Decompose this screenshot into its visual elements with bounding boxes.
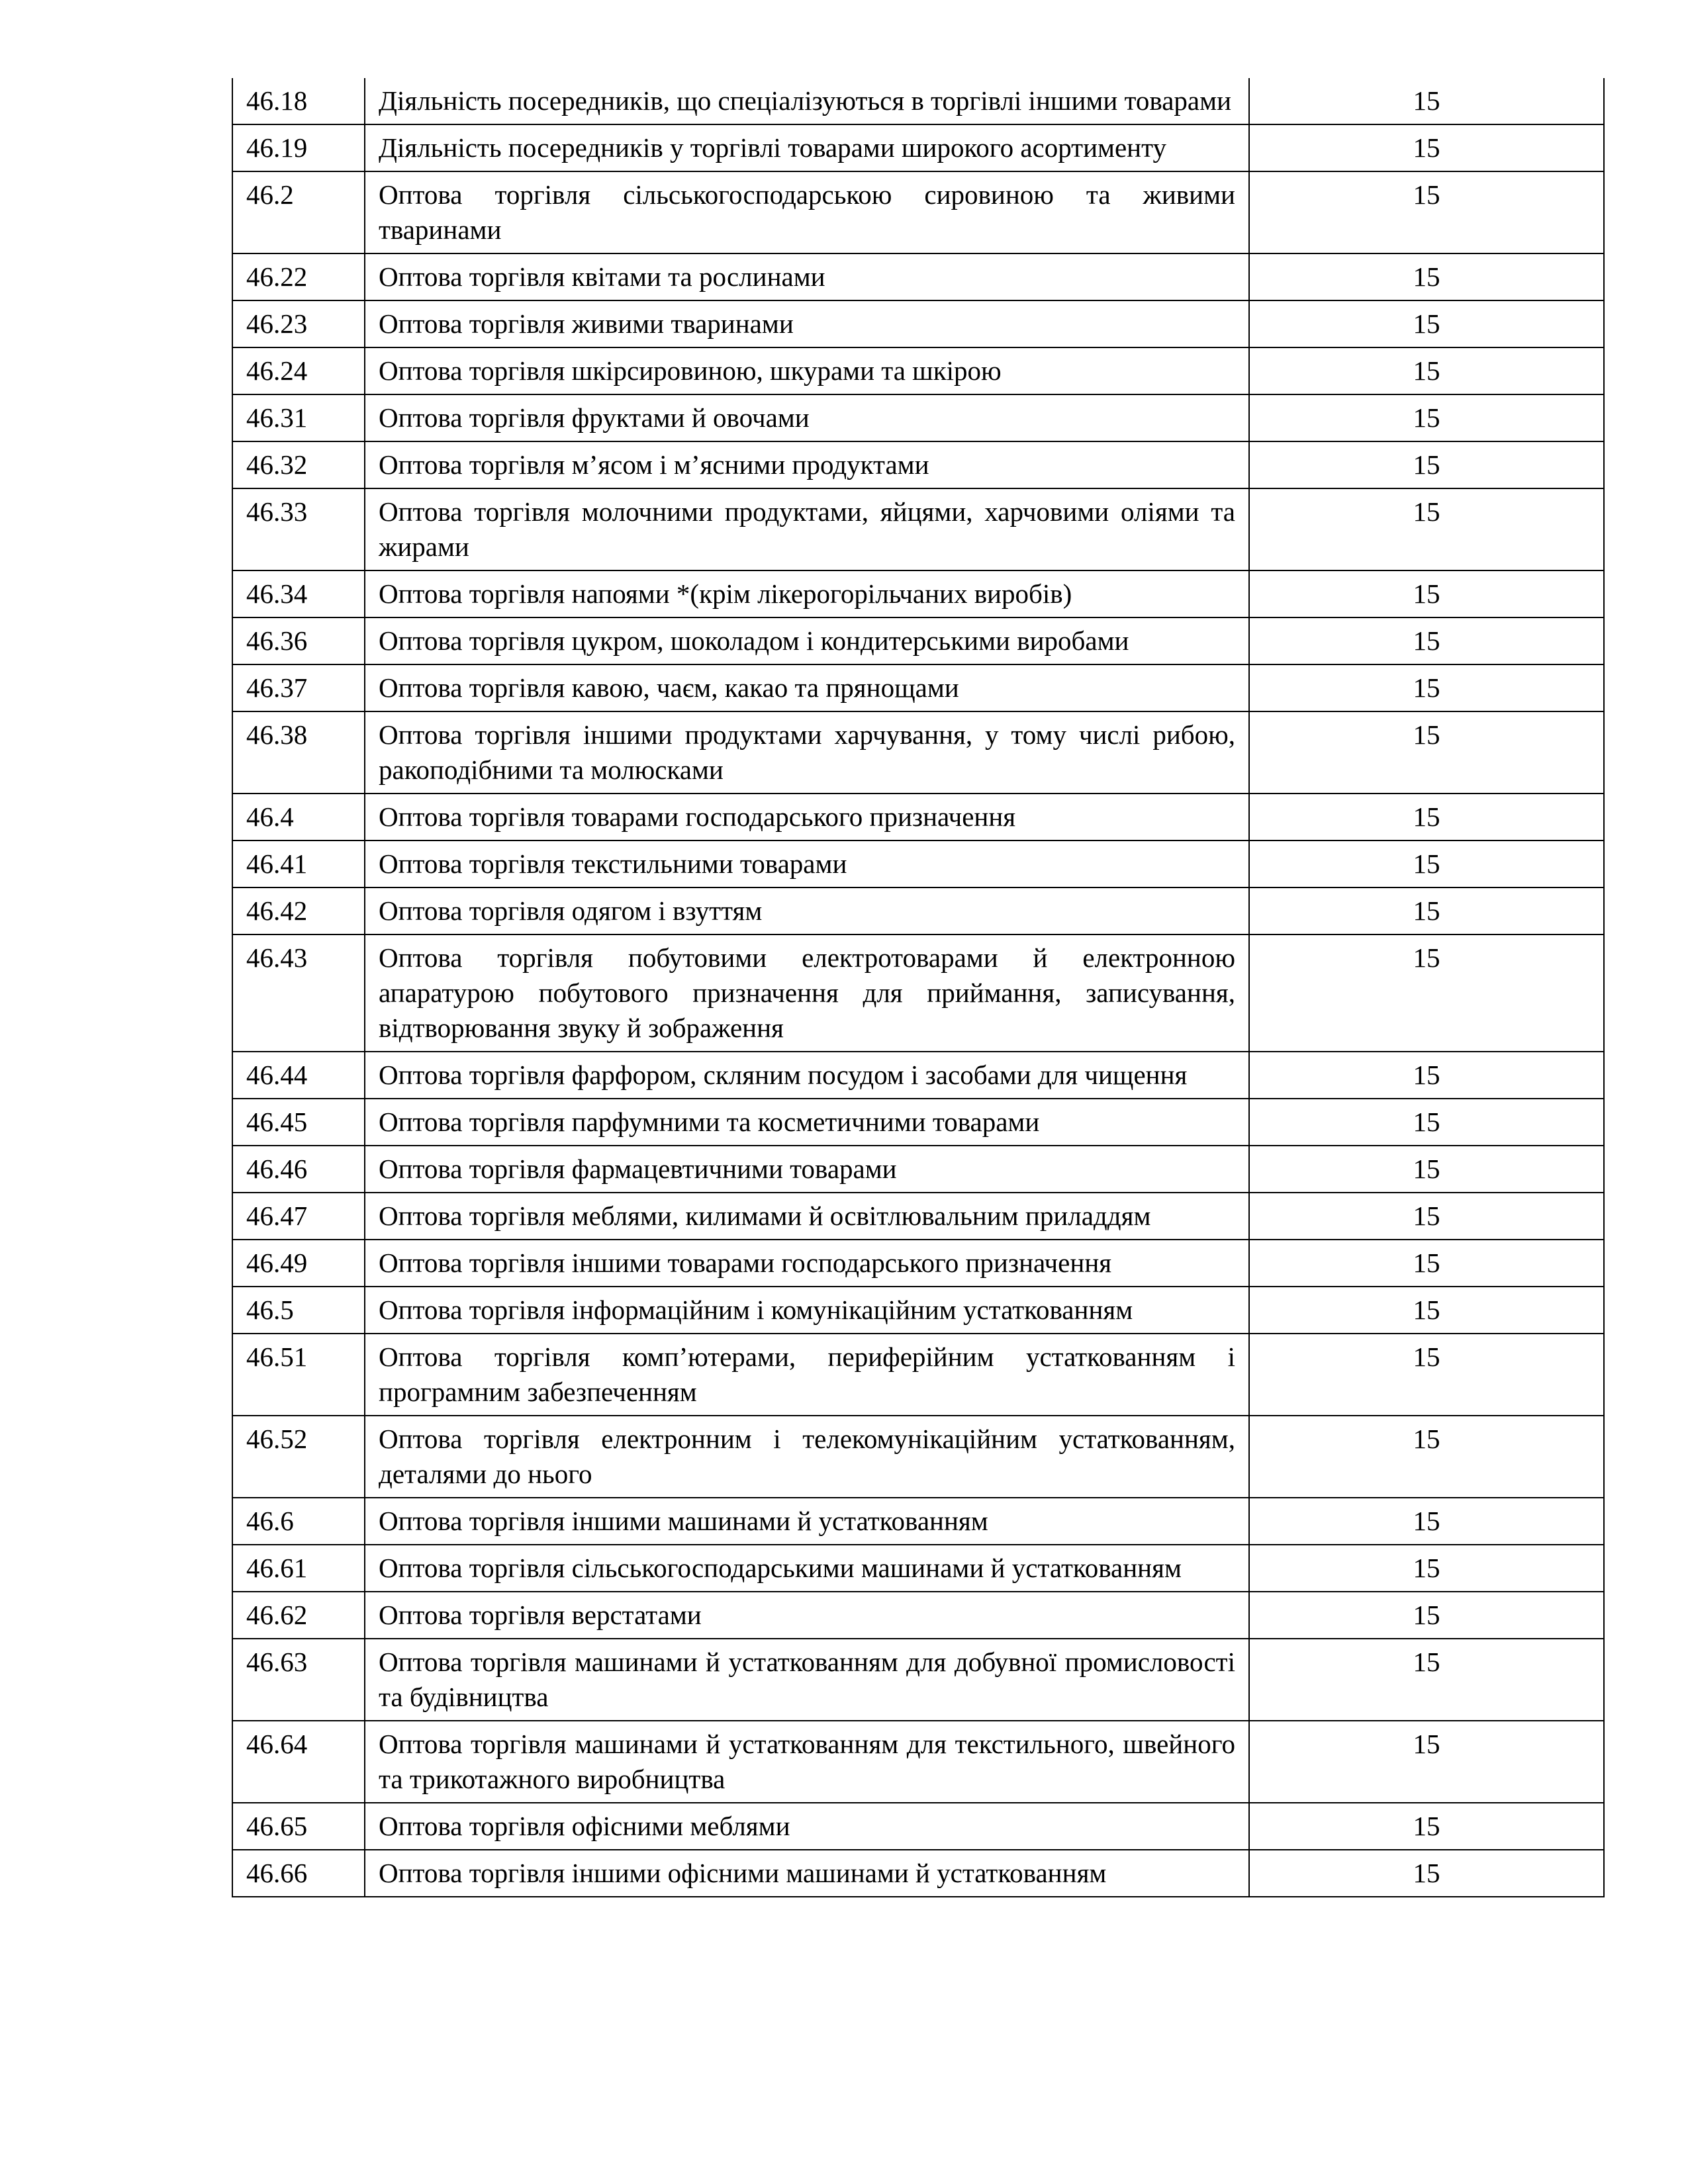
table-row: [232, 1052, 1604, 1099]
activity-code-cell: 46.32: [232, 441, 365, 488]
activity-code-cell: 46.45: [232, 1099, 365, 1146]
activity-code-cell: 46.18: [232, 78, 365, 124]
table-row: [232, 1721, 1604, 1803]
activity-code-cell: 46.65: [232, 1803, 365, 1850]
table-row: [232, 394, 1604, 441]
table-row: [232, 887, 1604, 934]
activity-name-cell: Оптова торгівля м’ясом і м’ясними продуктами: [365, 441, 1249, 488]
rate-cell: 15: [1249, 1639, 1604, 1721]
table-row: [232, 1850, 1604, 1897]
rate-cell: 15: [1249, 1592, 1604, 1639]
table-row: [232, 347, 1604, 394]
activity-name-cell: Оптова торгівля офісними меблями: [365, 1803, 1249, 1850]
rate-cell: 15: [1249, 171, 1604, 253]
rate-cell: 15: [1249, 300, 1604, 347]
activity-name-cell: Оптова торгівля цукром, шоколадом і кондитерськими виробами: [365, 617, 1249, 664]
activity-name-cell: Діяльність посередників у торгівлі товарами широкого асортименту: [365, 124, 1249, 171]
table-row: [232, 1334, 1604, 1416]
rate-cell: 15: [1249, 1498, 1604, 1545]
activity-code-cell: 46.37: [232, 664, 365, 711]
activity-code-cell: 46.51: [232, 1334, 365, 1416]
activity-name-cell: Оптова торгівля фруктами й овочами: [365, 394, 1249, 441]
rate-cell: 15: [1249, 1334, 1604, 1416]
activity-code-cell: 46.42: [232, 887, 365, 934]
rate-cell: 15: [1249, 664, 1604, 711]
rate-cell: 15: [1249, 1803, 1604, 1850]
table-row: [232, 300, 1604, 347]
rate-cell: 15: [1249, 1193, 1604, 1240]
table-row: [232, 1498, 1604, 1545]
rate-cell: 15: [1249, 887, 1604, 934]
activity-name-cell: Оптова торгівля машинами й устаткованням для добувної промисловості та будівництва: [365, 1639, 1249, 1721]
activity-name-cell: Оптова торгівля іншими офісними машинами й устаткованням: [365, 1850, 1249, 1897]
table-row: [232, 1193, 1604, 1240]
rate-cell: 15: [1249, 1850, 1604, 1897]
rate-cell: 15: [1249, 617, 1604, 664]
table-row: [232, 934, 1604, 1052]
table-row: [232, 441, 1604, 488]
activity-name-cell: Оптова торгівля квітами та рослинами: [365, 253, 1249, 300]
table-row: [232, 664, 1604, 711]
activity-code-cell: 46.4: [232, 794, 365, 841]
activity-code-cell: 46.23: [232, 300, 365, 347]
rate-cell: 15: [1249, 1240, 1604, 1287]
activity-code-cell: 46.47: [232, 1193, 365, 1240]
activity-code-cell: 46.64: [232, 1721, 365, 1803]
activity-name-cell: Оптова торгівля фармацевтичними товарами: [365, 1146, 1249, 1193]
table-row: [232, 253, 1604, 300]
activity-code-cell: 46.33: [232, 488, 365, 570]
table-row: [232, 1416, 1604, 1498]
table-body: [232, 78, 1604, 1897]
activity-code-cell: 46.22: [232, 253, 365, 300]
activity-code-cell: 46.6: [232, 1498, 365, 1545]
activity-name-cell: Оптова торгівля шкірсировиною, шкурами та шкірою: [365, 347, 1249, 394]
table-row: [232, 841, 1604, 887]
table-row: [232, 1099, 1604, 1146]
rate-cell: 15: [1249, 1545, 1604, 1592]
table-row: [232, 1639, 1604, 1721]
activity-name-cell: Оптова торгівля товарами господарського призначення: [365, 794, 1249, 841]
activity-name-cell: Оптова торгівля верстатами: [365, 1592, 1249, 1639]
table-row: [232, 78, 1604, 124]
rate-cell: 15: [1249, 394, 1604, 441]
activity-code-cell: 46.19: [232, 124, 365, 171]
activity-name-cell: Оптова торгівля одягом і взуттям: [365, 887, 1249, 934]
activity-code-cell: 46.36: [232, 617, 365, 664]
activity-code-cell: 46.63: [232, 1639, 365, 1721]
activity-code-cell: 46.41: [232, 841, 365, 887]
rate-cell: 15: [1249, 711, 1604, 794]
rate-cell: 15: [1249, 1287, 1604, 1334]
activity-rate-table: [232, 78, 1605, 1897]
table-row: [232, 617, 1604, 664]
activity-name-cell: Оптова торгівля побутовими електротоварами й електронною апаратурою побутового призначення для приймання, записування, відтворювання звуку й зображення: [365, 934, 1249, 1052]
table-row: [232, 711, 1604, 794]
table-row: [232, 1146, 1604, 1193]
activity-name-cell: Оптова торгівля молочними продуктами, яйцями, харчовими оліями та жирами: [365, 488, 1249, 570]
activity-name-cell: Діяльність посередників, що спеціалізуються в торгівлі іншими товарами: [365, 78, 1249, 124]
activity-code-cell: 46.31: [232, 394, 365, 441]
activity-name-cell: Оптова торгівля кавою, чаєм, какао та прянощами: [365, 664, 1249, 711]
activity-code-cell: 46.34: [232, 570, 365, 617]
activity-name-cell: Оптова торгівля сільськогосподарськими машинами й устаткованням: [365, 1545, 1249, 1592]
table-row: [232, 570, 1604, 617]
activity-code-cell: 46.5: [232, 1287, 365, 1334]
activity-code-cell: 46.66: [232, 1850, 365, 1897]
rate-cell: 15: [1249, 253, 1604, 300]
rate-cell: 15: [1249, 441, 1604, 488]
activity-name-cell: Оптова торгівля іншими товарами господарського призначення: [365, 1240, 1249, 1287]
activity-code-cell: 46.2: [232, 171, 365, 253]
rate-cell: 15: [1249, 1721, 1604, 1803]
table-row: [232, 1287, 1604, 1334]
rate-cell: 15: [1249, 488, 1604, 570]
rate-cell: 15: [1249, 124, 1604, 171]
rate-cell: 15: [1249, 841, 1604, 887]
activity-code-cell: 46.61: [232, 1545, 365, 1592]
rate-cell: 15: [1249, 1052, 1604, 1099]
rate-cell: 15: [1249, 347, 1604, 394]
activity-name-cell: Оптова торгівля фарфором, скляним посудом і засобами для чищення: [365, 1052, 1249, 1099]
activity-name-cell: Оптова торгівля інформаційним і комунікаційним устаткованням: [365, 1287, 1249, 1334]
rate-cell: 15: [1249, 1416, 1604, 1498]
table-row: [232, 171, 1604, 253]
activity-name-cell: Оптова торгівля електронним і телекомунікаційним устаткованням, деталями до нього: [365, 1416, 1249, 1498]
table-row: [232, 488, 1604, 570]
rate-cell: 15: [1249, 1146, 1604, 1193]
rate-cell: 15: [1249, 570, 1604, 617]
rate-cell: 15: [1249, 794, 1604, 841]
activity-name-cell: Оптова торгівля іншими машинами й устаткованням: [365, 1498, 1249, 1545]
activity-code-cell: 46.52: [232, 1416, 365, 1498]
activity-code-cell: 46.49: [232, 1240, 365, 1287]
table-row: [232, 1803, 1604, 1850]
rate-cell: 15: [1249, 78, 1604, 124]
activity-name-cell: Оптова торгівля текстильними товарами: [365, 841, 1249, 887]
activity-name-cell: Оптова торгівля напоями *(крім лікерогорільчаних виробів): [365, 570, 1249, 617]
table-row: [232, 794, 1604, 841]
activity-name-cell: Оптова торгівля сільськогосподарською сировиною та живими тваринами: [365, 171, 1249, 253]
table-row: [232, 1545, 1604, 1592]
table-row: [232, 1240, 1604, 1287]
table-row: [232, 1592, 1604, 1639]
activity-name-cell: Оптова торгівля машинами й устаткованням для текстильного, швейного та трикотажного виробництва: [365, 1721, 1249, 1803]
activity-code-cell: 46.43: [232, 934, 365, 1052]
activity-code-cell: 46.46: [232, 1146, 365, 1193]
activity-name-cell: Оптова торгівля комп’ютерами, периферійним устаткованням і програмним забезпеченням: [365, 1334, 1249, 1416]
rate-cell: 15: [1249, 1099, 1604, 1146]
activity-name-cell: Оптова торгівля живими тваринами: [365, 300, 1249, 347]
activity-code-cell: 46.38: [232, 711, 365, 794]
activity-name-cell: Оптова торгівля меблями, килимами й освітлювальним приладдям: [365, 1193, 1249, 1240]
activity-name-cell: Оптова торгівля парфумними та косметичними товарами: [365, 1099, 1249, 1146]
table-row: [232, 124, 1604, 171]
rate-cell: 15: [1249, 934, 1604, 1052]
activity-code-cell: 46.44: [232, 1052, 365, 1099]
activity-name-cell: Оптова торгівля іншими продуктами харчування, у тому числі рибою, ракоподібними та молюсками: [365, 711, 1249, 794]
activity-code-cell: 46.24: [232, 347, 365, 394]
activity-code-cell: 46.62: [232, 1592, 365, 1639]
